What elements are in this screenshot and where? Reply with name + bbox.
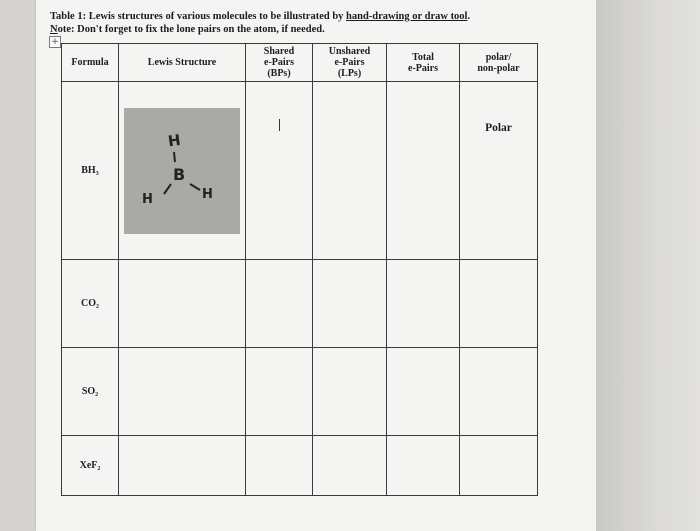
lewis-drawing-image[interactable] xyxy=(124,108,240,234)
header-polar-line1: polar/ xyxy=(485,51,512,63)
sketch-bond-top xyxy=(174,152,175,162)
table-row xyxy=(62,348,538,436)
formula-cell[interactable]: XeF₂ xyxy=(62,436,119,496)
text-cursor xyxy=(279,119,280,131)
header-shared-line3: (BPs) xyxy=(267,68,291,79)
header-total-pairs[interactable] xyxy=(387,44,460,82)
total-pairs-cell[interactable] xyxy=(387,436,460,496)
sketch-label-right-h: H xyxy=(202,186,213,202)
formula-cell[interactable]: SO₂ xyxy=(62,348,119,436)
header-unshared-line3: (LPs) xyxy=(337,68,362,79)
header-unshared-line1: Unshared xyxy=(328,46,371,57)
table-title xyxy=(50,11,470,22)
unshared-pairs-cell[interactable] xyxy=(313,348,387,436)
header-unshared-pairs[interactable] xyxy=(313,44,387,82)
lewis-structure-cell[interactable] xyxy=(119,260,246,348)
formula-cell[interactable]: CO₂ xyxy=(62,260,119,348)
sketch-label-center-b: B xyxy=(173,164,186,184)
shared-pairs-cell[interactable] xyxy=(246,82,313,260)
header-lewis-structure[interactable]: Lewis Structure xyxy=(119,44,246,82)
title-underlined-text: hand-drawing or draw tool xyxy=(346,11,468,22)
note-text: ote: Don't forget to fix the lone pairs on the atom, if needed. xyxy=(57,24,325,35)
header-unshared-line2: e-Pairs xyxy=(334,57,365,68)
sketch-bond-left xyxy=(164,184,171,194)
polarity-cell[interactable] xyxy=(460,348,538,436)
header-shared-line2: e-Pairs xyxy=(264,57,294,68)
lewis-structure-table xyxy=(61,43,538,496)
header-row xyxy=(62,44,538,82)
unshared-pairs-cell[interactable] xyxy=(313,436,387,496)
header-formula[interactable]: Formula xyxy=(62,44,119,82)
polarity-cell[interactable] xyxy=(460,260,538,348)
shared-pairs-cell[interactable] xyxy=(246,436,313,496)
polarity-cell[interactable] xyxy=(460,436,538,496)
unshared-pairs-cell[interactable] xyxy=(313,260,387,348)
lewis-structure-cell[interactable] xyxy=(119,348,246,436)
polarity-cell[interactable] xyxy=(460,82,538,260)
header-polar-line2: non-polar xyxy=(477,62,520,74)
lewis-structure-cell[interactable] xyxy=(119,436,246,496)
sketch-label-top-h: H xyxy=(166,130,182,150)
formula-cell[interactable]: BH₃ xyxy=(62,82,119,260)
title-period: . xyxy=(467,11,471,22)
table-move-handle-icon[interactable]: + xyxy=(49,36,61,48)
header-shared-line1: Shared xyxy=(263,46,295,57)
lewis-structure-cell[interactable] xyxy=(119,82,246,260)
total-pairs-cell[interactable] xyxy=(387,348,460,436)
note-first-letter: N xyxy=(50,24,58,35)
table-row xyxy=(62,82,538,260)
title-text: Table 1: Lewis structures of various molecules to be illustrated by xyxy=(50,11,347,22)
polarity-value: Polar xyxy=(485,121,512,134)
shared-pairs-cell[interactable] xyxy=(246,348,313,436)
table-row xyxy=(62,260,538,348)
bh3-sketch xyxy=(124,108,240,234)
page-edge-shadow xyxy=(596,0,700,531)
header-shared-pairs[interactable] xyxy=(246,44,313,82)
sketch-bond-right xyxy=(190,184,200,190)
unshared-pairs-cell[interactable] xyxy=(313,82,387,260)
header-total-line2: e-Pairs xyxy=(408,62,438,74)
total-pairs-cell[interactable] xyxy=(387,260,460,348)
shared-pairs-cell[interactable] xyxy=(246,260,313,348)
total-pairs-cell[interactable] xyxy=(387,82,460,260)
header-polarity[interactable] xyxy=(460,44,538,82)
sketch-label-left-h: H xyxy=(142,191,153,207)
table-row xyxy=(62,436,538,496)
note-line xyxy=(50,24,325,35)
header-total-line1: Total xyxy=(412,51,434,63)
